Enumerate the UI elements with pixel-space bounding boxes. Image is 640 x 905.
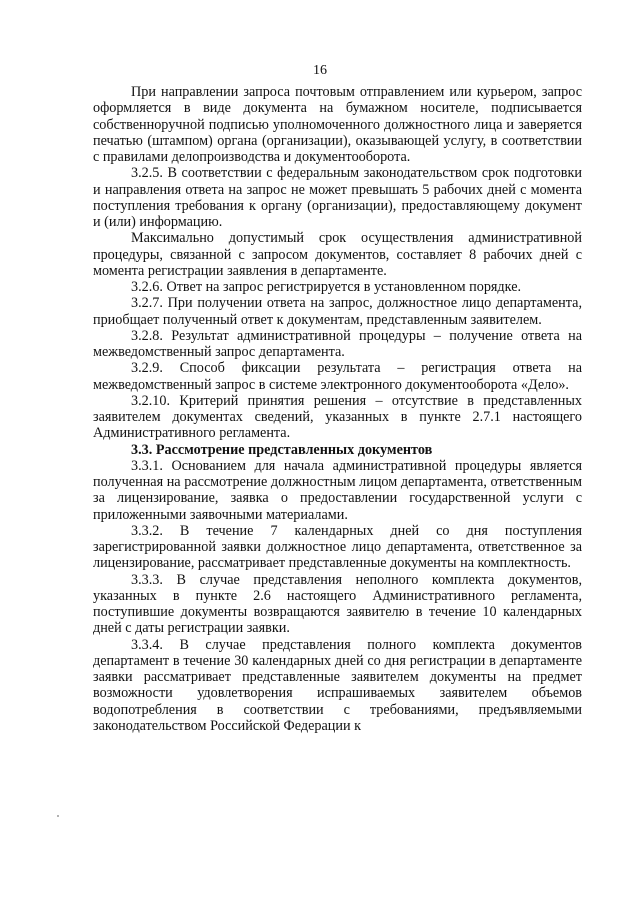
paragraph-3-3-4: 3.3.4. В случае представления полного комплекта документов департамент в течение 30 календарных дней со дня регистрации в департаменте заявки рассматривает представленные заявителем документы на предмет возможности удовлетворения испрашиваемых заявителем объемов водопотребления в соответствии с требованиями, предъявляемыми законодательством Российской Федерации к: [93, 636, 582, 734]
paragraph-3-2-8: 3.2.8. Результат административной процедуры – получение ответа на межведомственный запрос департамента.: [93, 327, 582, 360]
paragraph-3-2-7: 3.2.7. При получении ответа на запрос, должностное лицо департамента, приобщает полученный ответ к документам, представленным заявителем.: [93, 295, 582, 328]
paragraph-3-2-6: 3.2.6. Ответ на запрос регистрируется в установленном порядке.: [131, 279, 522, 295]
paragraph-3-3-1: 3.3.1. Основанием для начала административной процедуры является полученная на рассмотрение должностным лицом департамента, ответственным за лицензирование, заявка о предоставлении государственной услуги с приложенными заявочными материалами.: [93, 457, 582, 523]
scan-speck: [57, 815, 59, 817]
paragraph-3-3-2: 3.3.2. В течение 7 календарных дней со дня поступления зарегистрированной заявки должностное лицо департамента, ответственное за лицензирование, рассматривает представленные документы на комплектность.: [93, 522, 582, 572]
paragraph-3-2-5: 3.2.5. В соответствии с федеральным законодательством срок подготовки и направления ответа на запрос не может превышать 5 рабочих дней с момента поступления требования к органу (организации), предоставляющему документ и (или) информацию.: [93, 165, 582, 230]
page-number: 16: [313, 63, 327, 78]
paragraph-3-3-3: 3.3.3. В случае представления неполного комплекта документов, указанных в пункте 2.6 настоящего Административного регламента, поступившие документы возвращаются заявителю в течение 10 календарных дней с даты регистрации заявки.: [93, 571, 582, 637]
paragraph-3-2-9: 3.2.9. Способ фиксации результата – регистрация ответа на межведомственный запрос в системе электронного документооборота «Дело».: [93, 360, 582, 393]
paragraph-request-by-mail: При направлении запроса почтовым отправлением или курьером, запрос оформляется в виде документа на бумажном носителе, подписывается собственноручной подписью уполномоченного должностного лица и заверяется печатью (штампом) органа (организации), оказывающей услугу, в соответствии с правилами делопроизводства и документооборота.: [93, 84, 582, 165]
paragraph-max-term: Максимально допустимый срок осуществления административной процедуры, связанной с запросом документов, составляет 8 рабочих дней с момента регистрации заявления в департаменте.: [93, 230, 582, 279]
document-body: [93, 84, 582, 734]
section-heading-3-3: 3.3. Рассмотрение представленных документов: [131, 441, 433, 458]
paragraph-3-2-10: 3.2.10. Критерий принятия решения – отсутствие в представленных заявителем документах сведений, указанных в пункте 2.7.1 настоящего Административного регламента.: [93, 392, 582, 442]
